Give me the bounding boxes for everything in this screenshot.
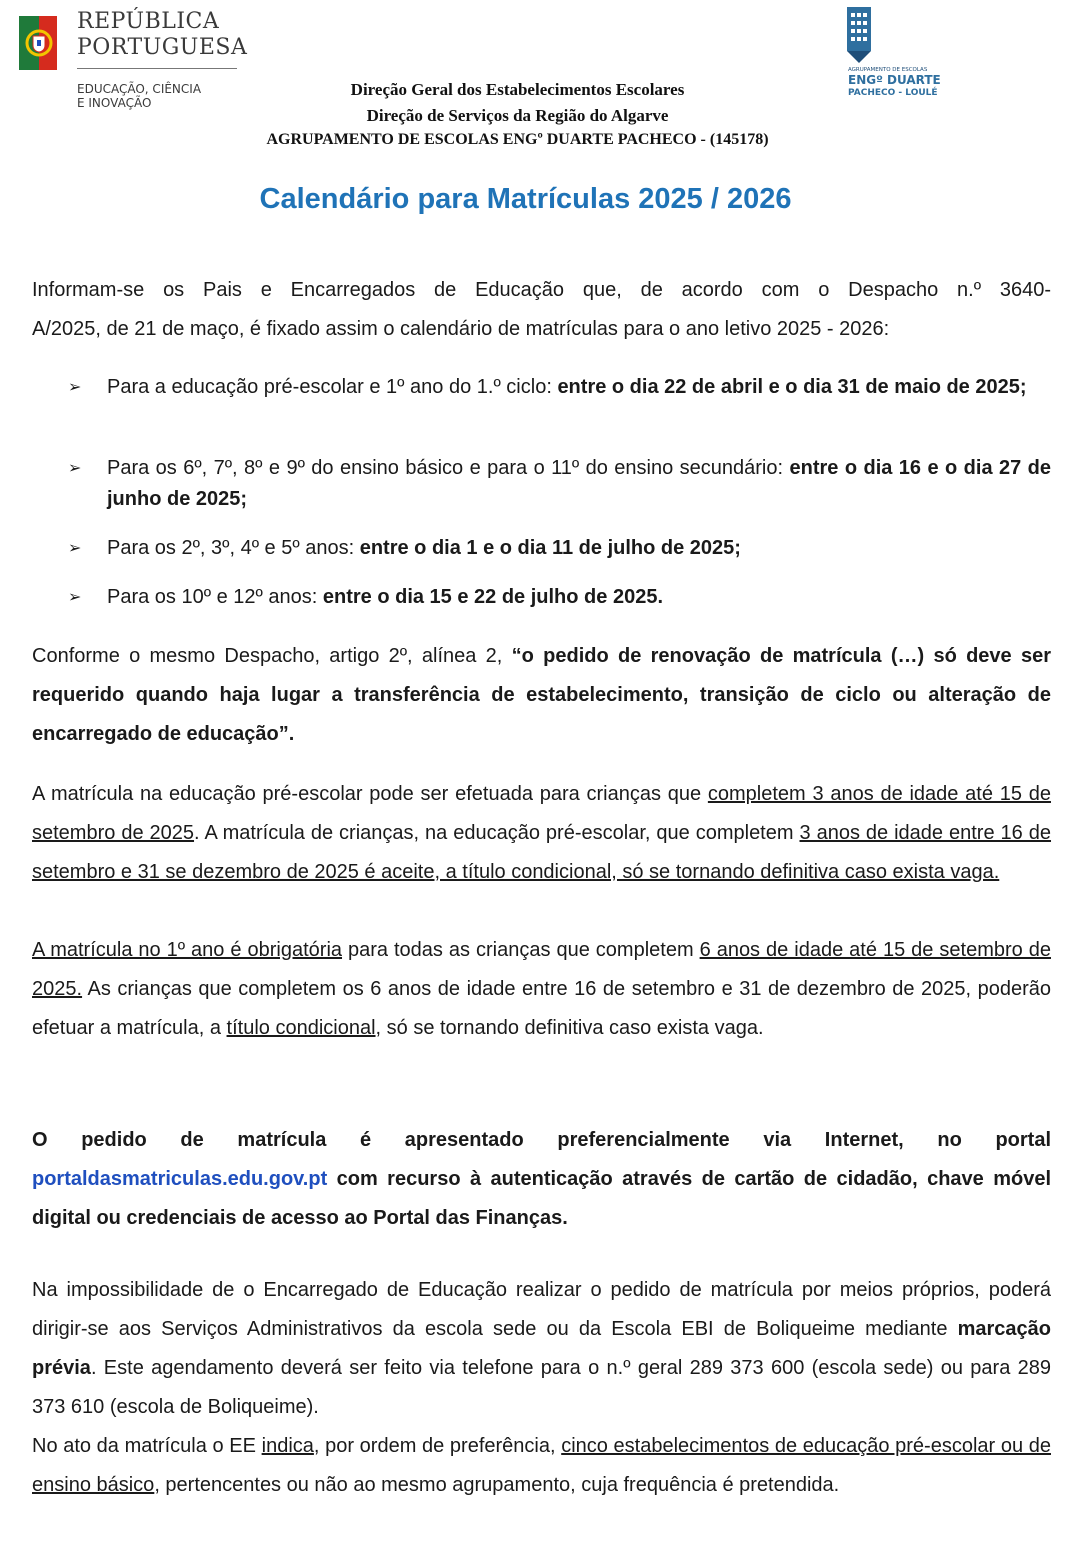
preescolar-paragraph: A matrícula na educação pré-escolar pode ser efetuada para crianças que completem 3 anos de idade até 15 de setembro de 2025. A matrícula de crianças, na educação pré-escolar, que completem 3 anos de idade entre 16 de setembro e 31 se dezembro de 2025 é aceite, a título condicional, só se tornando definitiva caso exista vaga. <box>32 783 1052 883</box>
arrow-bullet-icon: ➢ <box>68 460 82 477</box>
portal-link[interactable]: portaldasmatriculas.edu.gov.pt <box>32 1168 328 1190</box>
intro-line-1: Informam-se os Pais e Encarregados de Educação que, de acordo com o Despacho n.º 3640- <box>32 279 1051 301</box>
school-logo-small-text: AGRUPAMENTO DE ESCOLAS <box>848 67 928 73</box>
list-item: ➢ Para a educação pré-escolar e 1º ano do 1.º ciclo: entre o dia 22 de abril e o dia 31 de maio de 2025; <box>72 372 1051 403</box>
arrow-bullet-icon: ➢ <box>68 379 82 396</box>
org-line-1: Direção Geral dos Estabelecimentos Escolares <box>350 80 685 99</box>
despacho-paragraph: Conforme o mesmo Despacho, artigo 2º, alínea 2, “o pedido de renovação de matrícula (…) só deve ser requerido quando haja lugar a transferência de estabelecimento, transição de ciclo ou alteração de encarregado de educação”. <box>32 645 1051 745</box>
school-logo-line2: PACHECO - LOULÉ <box>848 88 938 98</box>
pedido-paragraph: O pedido de matrícula é apresentado preferencialmente via Internet, no portal portaldasmatriculas.edu.gov.pt com recurso à autenticação através de cartão de cidadão, chave móvel digital ou credenciais de acesso ao Portal das Finanças. <box>32 1129 1051 1229</box>
list-item: ➢ Para os 2º, 3º, 4º e 5º anos: entre o dia 1 e o dia 11 de julho de 2025; <box>72 533 1051 564</box>
arrow-bullet-icon: ➢ <box>68 589 82 606</box>
gov-name-line2: PORTUGUESA <box>77 35 248 60</box>
intro-paragraph <box>32 271 1051 349</box>
school-emblem-icon <box>844 5 874 65</box>
intro-line-2: A/2025, de 21 de maço, é fixado assim o calendário de matrículas para o ano letivo 2025 - 2026: <box>32 318 890 340</box>
page-title: Calendário para Matrículas 2025 / 2026 <box>259 183 792 215</box>
list-item: ➢ Para os 10º e 12º anos: entre o dia 15 e 22 de julho de 2025. <box>72 582 1051 613</box>
ministry-line1: EDUCAÇÃO, CIÊNCIA <box>77 82 202 96</box>
school-logo-line1: ENGº DUARTE <box>848 73 941 87</box>
arrow-bullet-icon: ➢ <box>68 540 82 557</box>
portuguese-flag-icon <box>15 12 61 74</box>
list-item: ➢ Para os 6º, 7º, 8º e 9º do ensino básico e para o 11º do ensino secundário: entre o dia 16 e o dia 27 de junho de 2025; <box>72 453 1051 515</box>
ministry-line2: E INOVAÇÃO <box>77 96 152 110</box>
primeiro-ano-paragraph: A matrícula no 1º ano é obrigatória para todas as crianças que completem 6 anos de idade até 15 de setembro de 2025. As crianças que completem os 6 anos de idade entre 16 de setembro e 31 de dezembro de 2025, poderão efetuar a matrícula, a título condicional, só se tornando definitiva caso exista vaga. <box>32 939 1051 1039</box>
gov-logo-divider <box>77 68 237 69</box>
org-line-3: AGRUPAMENTO DE ESCOLAS ENGº DUARTE PACHECO - (145178) <box>266 131 769 148</box>
impossibilidade-paragraph: Na impossibilidade de o Encarregado de Educação realizar o pedido de matrícula por meios próprios, poderá dirigir-se aos Serviços Administrativos da escola sede ou da Escola EBI de Boliqueime mediante marcação prévia. Este agendamento deverá ser feito via telefone para o n.º geral 289 373 600 (escola sede) ou para 289 373 610 (escola de Boliqueime). <box>32 1279 1051 1418</box>
org-line-2: Direção de Serviços da Região do Algarve <box>366 106 669 125</box>
ato-paragraph: No ato da matrícula o EE indica, por ordem de preferência, cinco estabelecimentos de educação pré-escolar ou de ensino básico, pertencentes ou não ao mesmo agrupamento, cuja frequência é pretendida. <box>32 1435 1051 1496</box>
gov-name-line1: REPÚBLICA <box>77 9 220 34</box>
